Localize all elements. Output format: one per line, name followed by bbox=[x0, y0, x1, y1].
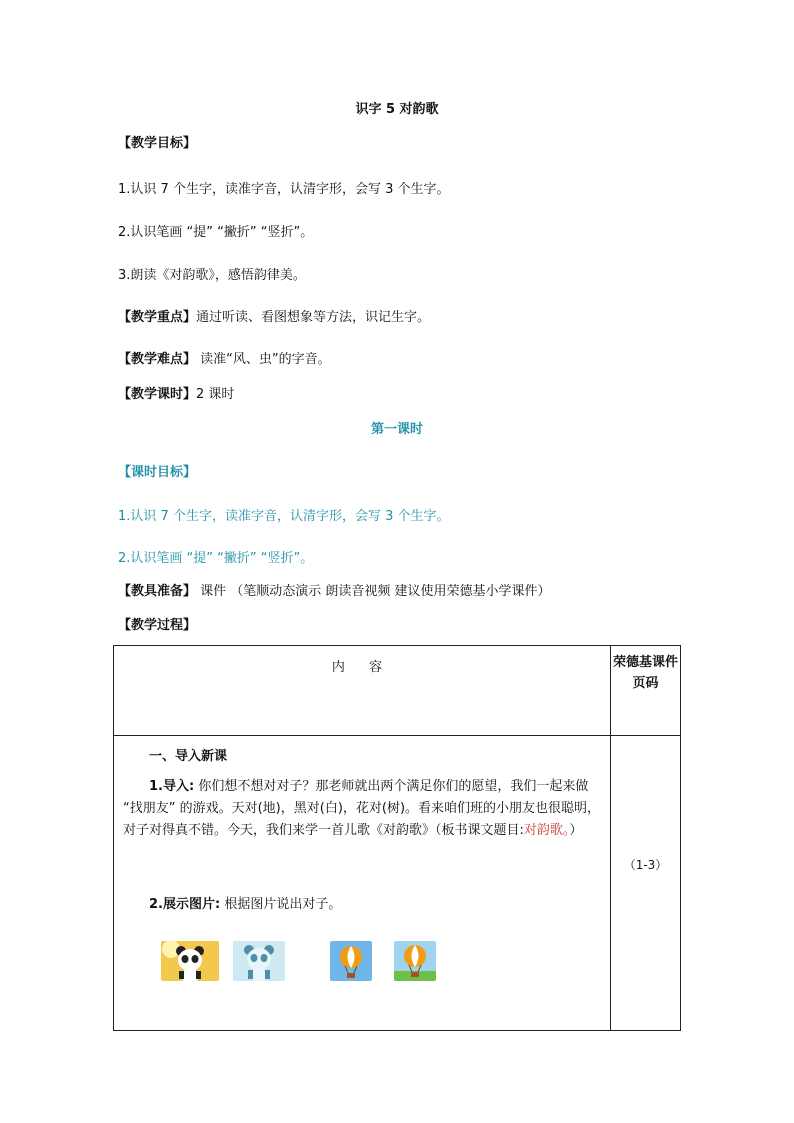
step-1-highlight: 对韵歌。 bbox=[523, 823, 570, 838]
page-column-header: 荣德基课件页码 bbox=[611, 646, 681, 736]
lesson-goal-item-2: 2.认识笔画 “提” “撇折” “竖折”。 bbox=[118, 551, 314, 566]
teaching-process-table bbox=[113, 645, 681, 1031]
difficulty-label: 【教学难点】 bbox=[118, 352, 197, 367]
lesson-title: 第一课时 bbox=[370, 422, 423, 437]
table-header-row bbox=[114, 646, 681, 736]
step-1-end: ） bbox=[569, 823, 583, 838]
step-1-text: 你们想不想对对子？那老师就出两个满足你们的愿望，我们一起来做 “找朋友” 的游戏。天对(地)，黑对(白)，花对(树)。看来咱们班的小朋友也很聪明，对子对得真不错。今天，我们来学一首儿歌《对韵歌》（板书课文题目: bbox=[123, 779, 601, 838]
panda-snow-icon bbox=[233, 941, 285, 981]
goal-item-1: 1.认识 7 个生字，读准字音，认清字形，会写 3 个生字。 bbox=[118, 182, 450, 197]
content-cell bbox=[114, 736, 611, 1031]
section-heading: 一、导入新课 bbox=[149, 749, 228, 764]
table-row bbox=[114, 736, 681, 1031]
key-points bbox=[118, 306, 430, 325]
panda-sunny-image bbox=[161, 941, 219, 981]
lesson-goals-heading: 【课时目标】 bbox=[118, 465, 197, 480]
balloon-grass-image bbox=[394, 941, 436, 981]
balloon-grass-icon bbox=[394, 941, 436, 981]
step-2-text: 根据图片说出对子。 bbox=[220, 897, 342, 912]
page-title: 识字 5 对韵歌 bbox=[355, 102, 439, 117]
panda-sunny-icon bbox=[161, 941, 219, 981]
goals-heading: 【教学目标】 bbox=[118, 136, 197, 151]
lesson-goal-item-1: 1.认识 7 个生字，读准字音，认清字形，会写 3 个生字。 bbox=[118, 509, 450, 524]
step-2-paragraph bbox=[123, 894, 602, 916]
page-ref: （1-3） bbox=[623, 858, 668, 872]
page-ref-cell bbox=[611, 736, 681, 1031]
step-1-paragraph bbox=[123, 776, 602, 842]
step-1-label: 1.导入: bbox=[149, 779, 195, 794]
prep-label: 【教具准备】 bbox=[118, 584, 197, 599]
difficulty-text: 读准“风、虫”的字音。 bbox=[196, 352, 331, 367]
panda-snow-image bbox=[233, 941, 285, 981]
goal-item-2: 2.认识笔画 “提” “撇折” “竖折”。 bbox=[118, 225, 314, 240]
teaching-aids bbox=[118, 580, 551, 599]
key-points-text: 通过听读、看图想象等方法，识记生字。 bbox=[196, 310, 431, 325]
difficulty bbox=[118, 348, 331, 367]
step-2-label: 2.展示图片: bbox=[149, 897, 221, 912]
hours-label: 【教学课时】 bbox=[118, 387, 197, 402]
process-heading: 【教学过程】 bbox=[118, 618, 197, 633]
goal-item-3: 3.朗读《对韵歌》，感悟韵律美。 bbox=[118, 268, 306, 283]
key-points-label: 【教学重点】 bbox=[118, 310, 197, 325]
lesson-hours bbox=[118, 383, 234, 402]
hours-text: 2 课时 bbox=[196, 387, 235, 402]
prep-text: 课件 （笔顺动态演示 朗读音视频 建议使用荣德基小学课件） bbox=[196, 584, 551, 599]
balloon-sky-icon bbox=[330, 941, 372, 981]
balloon-sky-image bbox=[330, 941, 372, 981]
content-column-header: 内 容 bbox=[114, 646, 611, 736]
